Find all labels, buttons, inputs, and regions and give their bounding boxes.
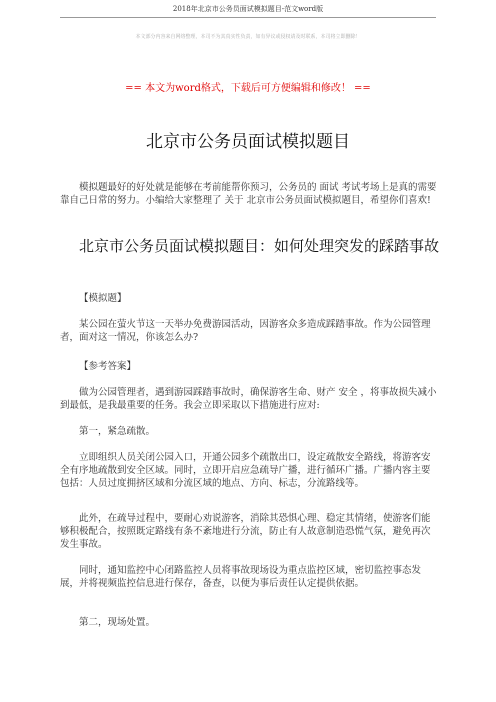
word-format-notice: == 本文为word格式，下载后可方便编辑和修改！ ==	[125, 83, 371, 94]
step-one-paragraph-1: 立即组织人员关闭公园入口，开通公园多个疏散出口，设定疏散安全路线，将游客安全有序地疏散到安全区域。同时，立即开启应急疏导广播，进行循环广播。广播内容主要包括：人员过度拥挤区域和分流区域的地点、方向、标志，分流路线等。	[60, 452, 431, 489]
step-two-heading: 第二，现场处置。	[79, 617, 156, 628]
step-one-paragraph-2: 此外，在疏导过程中，要耐心劝说游客，消除其恐惧心理、稳定其情绪，使游客们能够积极配合，按照既定路线有条不紊地进行分流，防止有人故意制造恐慌气氛，避免再次发生事故。	[60, 513, 431, 550]
question-label: 【模拟题】	[79, 293, 127, 304]
answer-label: 【参考答案】	[79, 361, 137, 372]
answer-intro-paragraph: 做为公园管理者，遇到游园踩踏事故时，确保游客生命、财产 安全 ，将事故损失减小到最低，是我最重要的任务。我会立即采取以下措施进行应对:	[60, 387, 437, 411]
document-title: 北京市公务员面试模拟题目	[146, 132, 350, 152]
disclaimer-text: 本文部分内容来自网络整理，本司不为其真实性负责，如有异议或侵权请及时联系，本司将立即删除！	[135, 34, 361, 40]
page-header: 2018年北京市公务员面试模拟题目-范文word版	[60, 4, 436, 18]
section-heading: 北京市公务员面试模拟题目：如何处理突发的踩踏事故	[79, 237, 440, 255]
intro-paragraph: 模拟题最好的好处就是能够在考前能帮你预习，公务员的 面试 考试考场上是真的需要靠自己日常的努力。小编给大家整理了 关于 北京市公务员面试模拟题目，希望你们喜欢!	[60, 182, 437, 206]
step-one-paragraph-3: 同时，通知监控中心闭路监控人员将事故现场设为重点监控区域，密切监控事态发展，并将视频监控信息进行保存，备查，以便为事后责任认定提供依据。	[60, 565, 422, 589]
step-one-heading: 第一，紧急疏散。	[79, 426, 156, 437]
question-paragraph: 某公园在萤火节这一天举办免费游园活动，因游客众多造成踩踏事故。作为公园管理者，面对这一情况，你该怎么办?	[60, 319, 431, 343]
